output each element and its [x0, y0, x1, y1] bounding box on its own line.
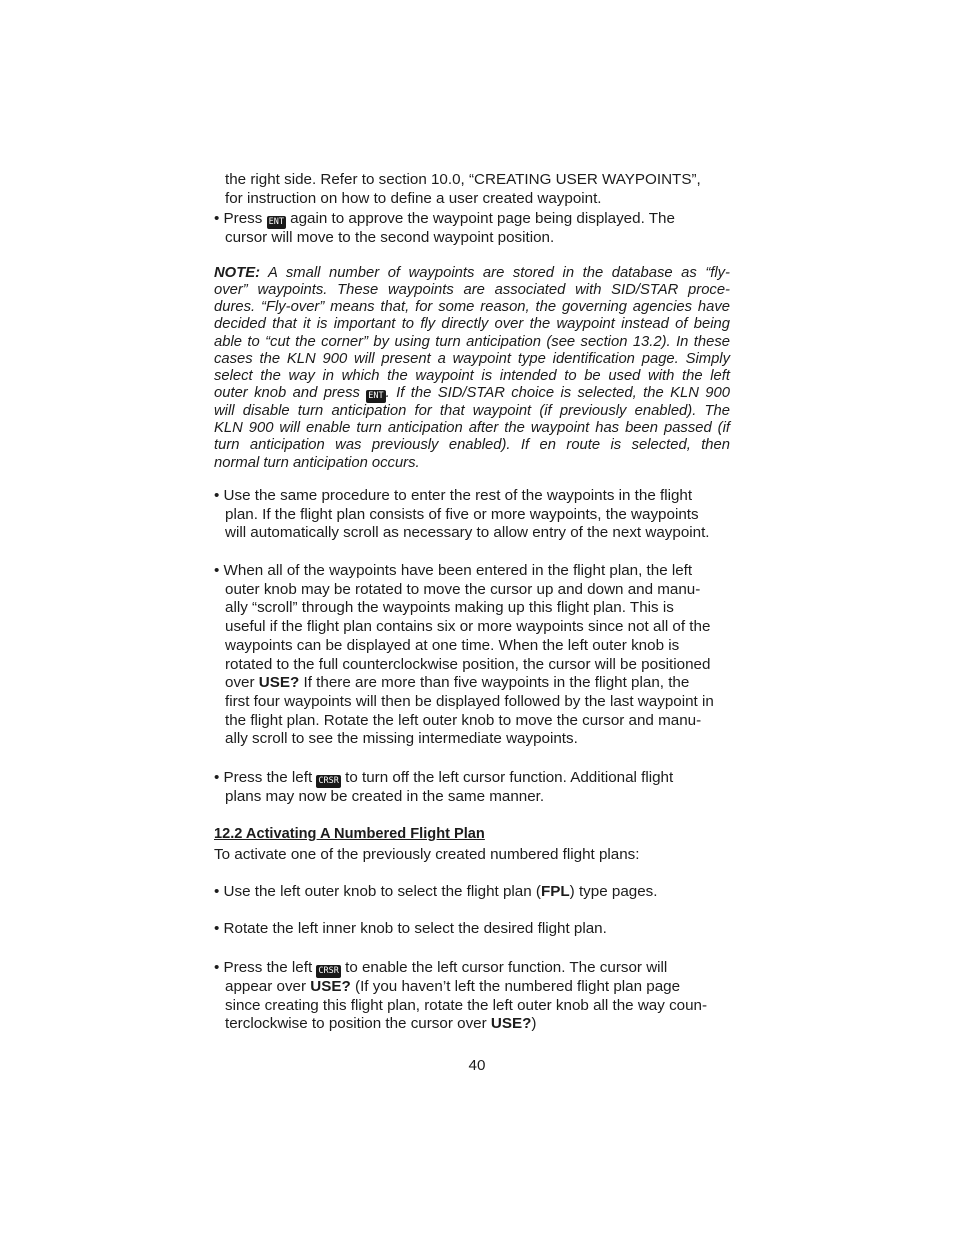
text-line: normal turn anticipation occurs. — [214, 454, 420, 471]
continuation-paragraph — [214, 171, 730, 208]
text-line: cases the KLN 900 will present a waypoint type identification page. Simply — [214, 350, 730, 367]
crsr-key-icon: CRSR — [318, 966, 339, 976]
text-line: decided that it is important to fly directly over the waypoint instead of being — [214, 316, 730, 333]
text-line: plans may now be created in the same manner. — [225, 788, 545, 805]
bullet-text: ) type pages. — [569, 883, 658, 900]
bullet-text: to turn off the left cursor function. Additional flight — [340, 769, 674, 786]
text-line: ally scroll to see the missing intermediate waypoints. — [225, 730, 578, 748]
text-line: ally “scroll” through the waypoints making up this flight plan. This is — [225, 599, 674, 617]
note-text: . If the SID/STAR choice is selected, the KLN 900 — [385, 385, 730, 402]
section-12-2 — [214, 825, 730, 864]
bullet-text: • Press the left — [214, 959, 317, 976]
crsr-key-icon: CRSR — [318, 776, 339, 786]
text-line: plan. If the flight plan consists of five or more waypoints, the waypoints — [225, 505, 699, 523]
text-line: over” waypoints. These waypoints are associated with SID/STAR proce- — [214, 282, 730, 299]
body-text: terclockwise to position the cursor over — [225, 1015, 491, 1033]
text-line: useful if the flight plan contains six or more waypoints since not all of the — [225, 618, 711, 636]
heading-row — [214, 825, 730, 844]
use-label: USE? — [490, 1015, 532, 1033]
body-text: appear over — [225, 978, 311, 995]
bullet-scroll-waypoints — [214, 562, 730, 749]
bullet-text: • Use the left outer knob to select the flight plan ( — [214, 883, 541, 900]
text-line: turn anticipation was previously enabled). If en route is selected, then — [214, 437, 730, 454]
bullet-text: again to approve the waypoint page being displayed. The — [285, 210, 675, 227]
text-line — [214, 978, 730, 997]
text-line: will disable turn anticipation for that waypoint (if previously enabled). The — [214, 403, 730, 420]
bullet-text: • Press the left — [214, 769, 317, 786]
text-line — [214, 385, 730, 403]
text-line — [214, 769, 730, 788]
text-line: • When all of the waypoints have been entered in the flight plan, the left — [214, 562, 693, 579]
text-line — [214, 959, 730, 978]
text-line: first four waypoints will then be displayed followed by the last waypoint in — [225, 692, 714, 710]
note-label: NOTE: — [214, 265, 261, 281]
text-line: cursor will move to the second waypoint position. — [225, 229, 555, 246]
text-line: will automatically scroll as necessary to allow entry of the next waypoint. — [225, 524, 710, 542]
text-line: • Rotate the left inner knob to select the desired flight plan. — [214, 920, 607, 937]
body-text: ) — [531, 1015, 537, 1033]
section-intro: To activate one of the previously created numbered flight plans: — [214, 845, 640, 863]
bullet-inner-knob — [214, 920, 730, 939]
text-line: • Use the same procedure to enter the rest of the waypoints in the flight — [214, 487, 693, 504]
page-number: 40 — [468, 1057, 486, 1074]
text-line: waypoints can be displayed at one time. When the left outer knob is — [225, 636, 680, 654]
text-line: since creating this flight plan, rotate the left outer knob all the way coun- — [225, 996, 708, 1014]
text-line: for instruction on how to define a user created waypoint. — [225, 189, 602, 207]
bullet-cursor-off — [214, 769, 730, 807]
text-line — [214, 883, 730, 902]
bullet-same-procedure — [214, 487, 730, 543]
text-line — [214, 265, 730, 282]
body-text: over — [225, 674, 259, 692]
text-line — [214, 210, 730, 229]
section-heading: 12.2 Activating A Numbered Flight Plan — [214, 826, 485, 842]
text-line: KLN 900 will enable turn anticipation after the waypoint has been passed (if — [214, 420, 730, 437]
bullet-select-fpl — [214, 883, 730, 902]
bullet-approve-waypoint — [214, 210, 730, 248]
text-line: the right side. Refer to section 10.0, “CREATING USER WAYPOINTS”, — [225, 171, 701, 188]
note-text: A small number of waypoints are stored in the database as “fly- — [260, 265, 730, 281]
text-line: the flight plan. Rotate the left outer knob to move the cursor and manu- — [225, 711, 702, 729]
text-line: able to “cut the corner” by using turn anticipation (see section 13.2). In these — [214, 333, 730, 350]
body-text: (If you haven’t left the numbered flight plan page — [350, 978, 681, 995]
ent-key-icon: ENT — [368, 391, 384, 402]
body-text: If there are more than five waypoints in the flight plan, the — [299, 674, 690, 692]
bullet-text: to enable the left cursor function. The cursor will — [340, 959, 668, 976]
note-paragraph — [214, 265, 730, 472]
use-label: USE? — [258, 674, 300, 692]
bullet-text: • Press — [214, 210, 267, 227]
ent-key-icon: ENT — [268, 217, 284, 227]
text-line: outer knob may be rotated to move the cursor up and down and manu- — [225, 580, 701, 598]
text-line: rotated to the full counterclockwise position, the cursor will be positioned — [225, 655, 711, 673]
note-text: outer knob and press — [214, 385, 367, 402]
text-line: select the way in which the waypoint is intended to be used with the left — [214, 367, 730, 384]
use-label: USE? — [310, 978, 351, 995]
fpl-label: FPL — [540, 883, 570, 900]
text-line — [214, 674, 730, 693]
text-line — [214, 1015, 730, 1034]
bullet-cursor-on — [214, 959, 730, 1034]
text-line: dures. “Fly-over” means that, for some reason, the governing agencies have — [214, 299, 730, 316]
